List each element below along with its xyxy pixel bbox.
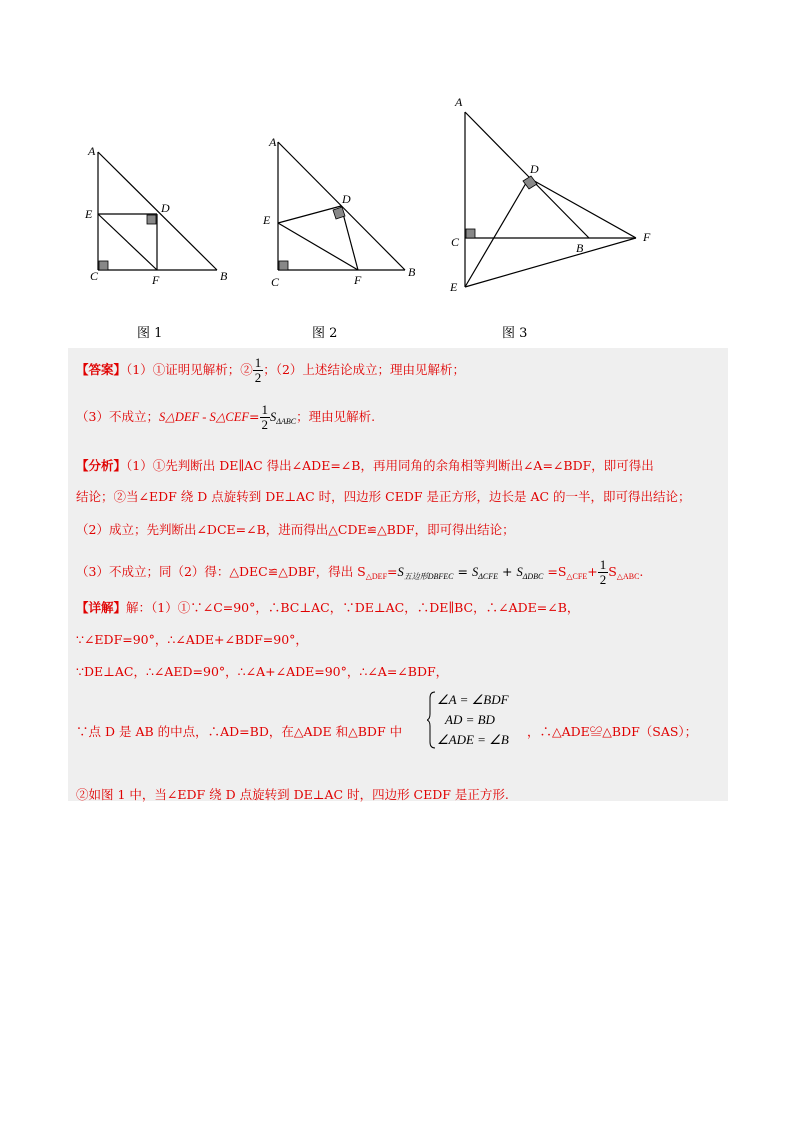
- system-brace: [427, 690, 527, 750]
- answer-end: ；理由见解析.: [296, 409, 376, 424]
- answer-fraction-half-2: [260, 403, 271, 432]
- analysis-line-3: （2）成立；先判断出∠DCE=∠B，进而得出△CDE≌△BDF，即可得出结论；: [76, 522, 515, 537]
- detail-line-4b: ，∴△ADE≌△BDF（SAS）；: [527, 724, 698, 739]
- caption-fig3: 图 3: [502, 326, 528, 341]
- fig1-label-b: B: [220, 269, 228, 283]
- figure-2-diagram: [260, 130, 425, 290]
- fig2-label-c: C: [271, 275, 280, 289]
- fig3-label-f: F: [643, 230, 651, 244]
- equation-system: [427, 690, 527, 750]
- s-abc-2: S: [608, 564, 617, 579]
- sub-abc-2: △ABC: [616, 572, 640, 581]
- fig3-label-c: C: [451, 235, 460, 249]
- fig3-label-b: B: [576, 241, 584, 255]
- s-abc: S: [270, 410, 277, 424]
- fig2-label-f: F: [354, 273, 362, 287]
- frac-num: 1: [254, 355, 262, 370]
- figure-1: [80, 140, 240, 290]
- fig1-label-f: F: [152, 273, 160, 287]
- fig1-label-d: D: [161, 201, 170, 215]
- caption-fig1: 图 1: [137, 326, 163, 341]
- tri-cef: △CEF: [215, 410, 250, 424]
- frac-num: 1: [261, 402, 269, 417]
- figure-1-diagram: [80, 140, 240, 290]
- fig1-label-a: A: [88, 144, 96, 158]
- sub-cfe: ΔCFE: [478, 572, 499, 581]
- detail-line-1: [76, 598, 579, 616]
- sub-cfe2: △CFE: [566, 572, 588, 581]
- fig2-label-d: D: [342, 192, 351, 206]
- sub-dbc: ΔDBC: [522, 572, 544, 581]
- fig3-label-d: D: [530, 162, 539, 176]
- fig2-label-b: B: [408, 265, 416, 279]
- answer-line-1: [76, 356, 465, 385]
- figure-2: [260, 130, 425, 290]
- system-eq-1: ∠A = ∠BDF: [437, 692, 509, 707]
- detail-line-2: ∵∠EDF=90°，∴∠ADE+∠BDF=90°，: [76, 632, 308, 647]
- detail-line-3: ∵DE⊥AC，∴∠AED=90°，∴∠A+∠ADE=90°，∴∠A=∠BDF，: [76, 664, 449, 679]
- caption-fig2: 图 2: [312, 326, 338, 341]
- detail-line-5: ②如图 1 中，当∠EDF 绕 D 点旋转到 DE⊥AC 时，四边形 CEDF 是正方形.: [76, 787, 509, 802]
- equals: =: [249, 409, 260, 424]
- fig3-label-a: A: [455, 95, 463, 109]
- eq3: =S: [543, 564, 567, 579]
- detail-text-1: 解：（1）①∵∠C=90°，∴BC⊥AC，∵DE⊥AC，∴DE∥BC，∴∠ADE=∠B，: [126, 600, 580, 615]
- detail-tag: 【详解】: [76, 600, 127, 615]
- s-symbol: S: [158, 410, 166, 424]
- frac-den: 2: [261, 417, 269, 432]
- frac-den: 2: [254, 370, 262, 385]
- answer-line-2: [76, 403, 375, 432]
- answer-part2: ；（2）上述结论成立；理由见解析；: [263, 362, 465, 377]
- analysis-tag: 【分析】: [76, 458, 127, 473]
- fig1-label-c: C: [90, 269, 99, 283]
- plus: +: [498, 564, 517, 579]
- answer-tag: 【答案】: [76, 362, 127, 377]
- detail-line-4a: ∵点 D 是 AB 的中点，∴AD=BD，在△ADE 和△BDF 中: [76, 724, 403, 739]
- tri-def: △DEF: [165, 410, 200, 424]
- dot: .: [639, 564, 644, 579]
- figure-3-diagram: [445, 92, 665, 302]
- eq2: =: [453, 564, 472, 579]
- analysis-text-1: （1）①先判断出 DE∥AC 得出∠ADE=∠B，再用同角的余角相等判断出∠A=∠BDF，即可得出: [126, 458, 654, 473]
- system-eq-3: ∠ADE = ∠B: [437, 732, 509, 747]
- system-eq-2: AD = BD: [445, 712, 495, 727]
- answer-part3: （3）不成立；: [76, 409, 159, 424]
- fig2-label-e: E: [263, 213, 271, 227]
- fig1-label-e: E: [85, 207, 93, 221]
- minus-s: - S: [199, 410, 216, 424]
- eq: =: [387, 564, 398, 579]
- s-cfe: S: [471, 565, 479, 579]
- answer-part1: （1）①证明见解析；②: [126, 362, 253, 377]
- frac-den: 2: [599, 572, 607, 587]
- s-dbc: S: [516, 565, 523, 579]
- analysis-line-1: [76, 456, 654, 474]
- sub-penta: 五边形DBFEC: [403, 572, 454, 581]
- fig2-label-a: A: [269, 135, 277, 149]
- analysis-4a: （3）不成立；同（2）得：△DEC≌△DBF，得出 S: [76, 564, 366, 579]
- analysis-line-4: [76, 558, 643, 587]
- analysis-fraction-half: [598, 558, 609, 587]
- sub-def: △DEF: [365, 572, 388, 581]
- plus2: +: [587, 564, 598, 579]
- s-abc-sub: ΔABC: [276, 417, 297, 426]
- figure-3: [445, 92, 665, 302]
- answer-fraction-half: [253, 356, 264, 385]
- analysis-line-2: 结论；②当∠EDF 绕 D 点旋转到 DE⊥AC 时，四边形 CEDF 是正方形，边长是 AC 的一半，即可得出结论；: [76, 489, 691, 504]
- frac-num: 1: [599, 557, 607, 572]
- s-penta: S: [397, 565, 404, 579]
- fig3-label-e: E: [450, 280, 458, 294]
